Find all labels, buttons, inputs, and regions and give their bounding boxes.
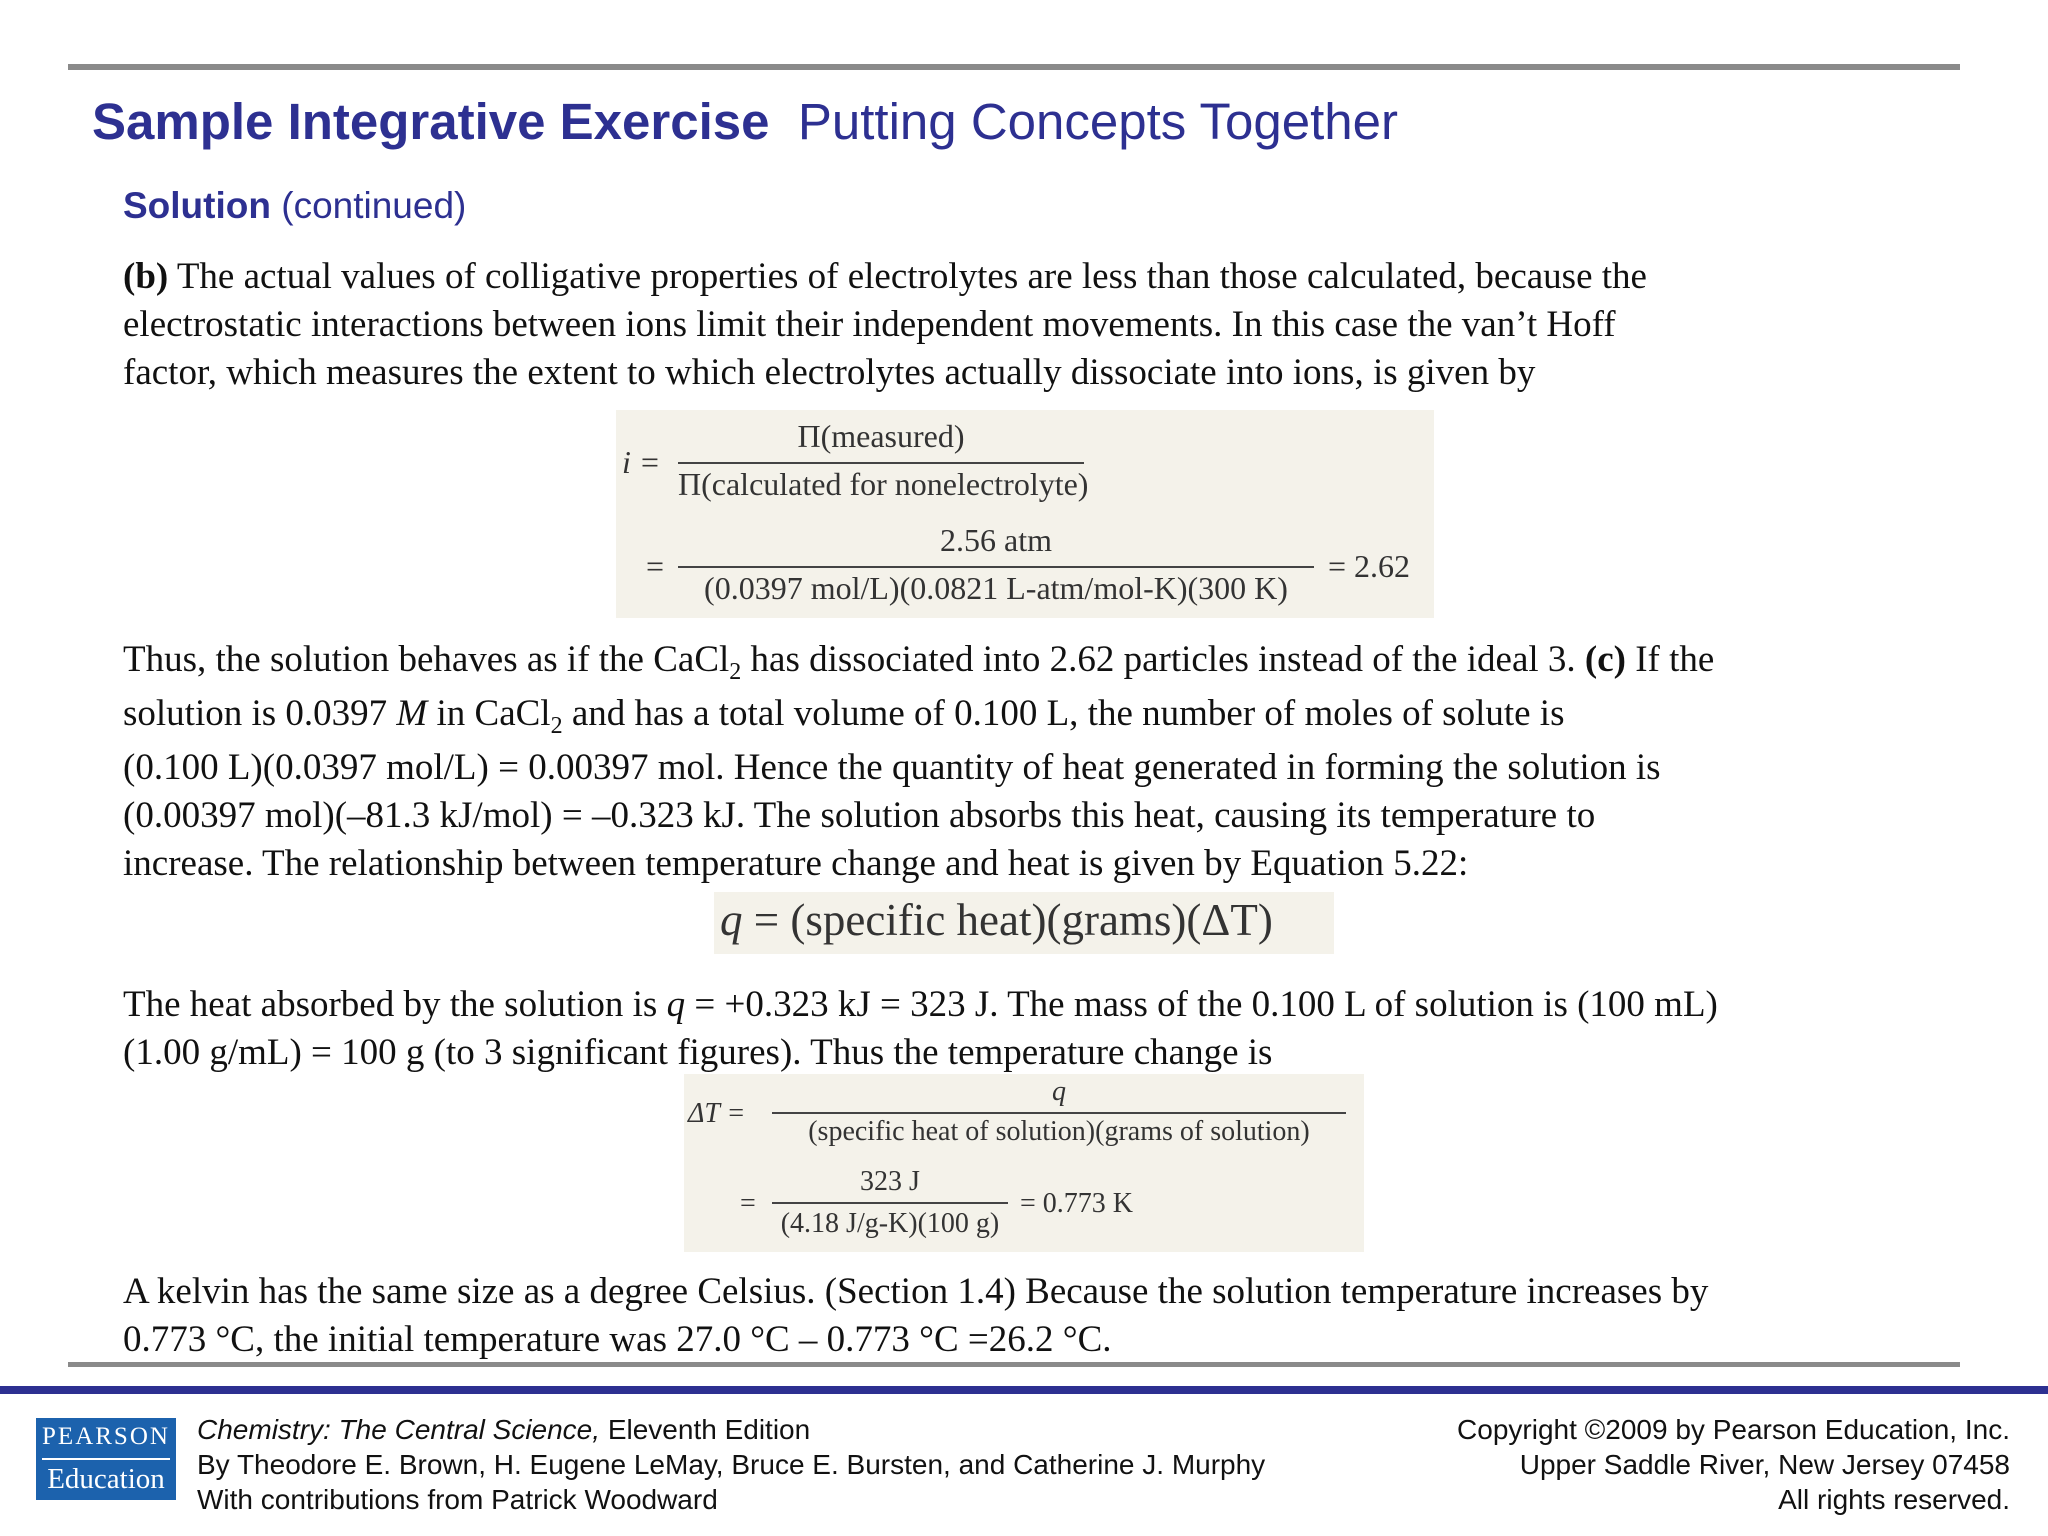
para-e-line-2: 0.773 °C, the initial temperature was 27.0 °C – 0.773 °C =26.2 °C. [123,1319,1112,1360]
para-e-line-1: A kelvin has the same size as a degree Celsius. (Section 1.4) Because the solution temperature increases by [123,1271,1709,1312]
footer-contributions: With contributions from Patrick Woodward [197,1484,718,1515]
para-b-text-1: The actual values of colligative properties of electrolytes are less than those calculated, because the [176,256,1647,297]
eq3-fraction-bar-1 [772,1112,1346,1114]
para-c-line-1 [123,636,1714,690]
pearson-education-logo [36,1418,176,1500]
subhead-rest: (continued) [281,185,467,226]
slide-title [92,92,1398,151]
book-title: Chemistry: The Central Science, [197,1414,601,1445]
heat-equation-rest: = (specific heat)(grams)(ΔT) [753,895,1273,945]
eq1-denominator-1: Π(calculated for nonelectrolyte) [678,466,1089,502]
eq3-denominator-2: (4.18 J/g-K)(100 g) [780,1208,1000,1239]
eq1-fraction-bar-1 [678,462,1084,464]
logo-education-text: Education [47,1463,165,1495]
subhead-bold: Solution [123,185,271,226]
eq1-equals: = [646,548,665,584]
paragraph-d [123,981,1718,1077]
para-b-line-2: electrostatic interactions between ions limit their independent movements. In this case the van’t Hoff [123,304,1616,345]
temperature-change-equation [684,1074,1364,1252]
para-b-line-3: factor, which measures the extent to which electrolytes actually dissociate into ions, is given by [123,352,1536,393]
para-c-line-4: (0.00397 mol)(–81.3 kJ/mol) = –0.323 kJ. The solution absorbs this heat, causing its temperature to [123,795,1596,836]
address-line: Upper Saddle River, New Jersey 07458 [1519,1449,2010,1480]
copyright-line: Copyright ©2009 by Pearson Education, Inc. [1457,1414,2010,1445]
para-d-text-1b: = +0.323 kJ = 323 J. The mass of the 0.100 L of solution is (100 mL) [694,984,1718,1025]
eq3-numerator-1: q [1052,1076,1066,1107]
para-d-text-1a: The heat absorbed by the solution is [123,984,658,1025]
footer-copyright [1457,1412,2010,1517]
heat-symbol: q [720,895,743,945]
paragraph-e [123,1268,1708,1364]
para-c-line-3: (0.100 L)(0.0397 mol/L) = 0.00397 mol. Hence the quantity of heat generated in forming the solution is [123,747,1661,788]
footer-authors: By Theodore E. Brown, H. Eugene LeMay, Bruce E. Bursten, and Catherine J. Murphy [197,1449,1266,1480]
book-edition: Eleventh Edition [607,1414,811,1445]
logo-divider [42,1458,170,1460]
part-b-label: (b) [123,256,169,297]
para-d-line-1 [123,981,1718,1029]
eq3-denominator-1: (specific heat of solution)(grams of solution) [808,1116,1310,1147]
title-rest: Putting Concepts Together [797,93,1398,150]
paragraph-c [123,636,1714,888]
para-c-text-1b: has dissociated into 2.62 particles instead of the ideal 3. [750,639,1576,680]
vant-hoff-equation [616,410,1434,618]
para-c-line-2 [123,690,1714,744]
eq1-fraction-bar-2 [678,566,1314,568]
logo-pearson-text: PEARSON [42,1423,170,1450]
para-b-line-1 [123,253,1647,301]
para-c-text-1c: If the [1635,639,1715,680]
cacl2-subscript-2: 2 [550,713,563,739]
para-c-text-2c: and has a total volume of 0.100 L, the number of moles of solute is [571,693,1565,734]
footer-title-line [197,1412,1265,1447]
molarity-symbol: M [396,693,428,734]
paragraph-b [123,253,1647,397]
para-c-text-2a: solution is 0.0397 [123,693,388,734]
rights-line: All rights reserved. [1778,1484,2010,1515]
eq1-result: = 2.62 [1328,548,1411,584]
eq3-lhs: ΔT = [688,1098,746,1129]
eq3-fraction-bar-2 [772,1202,1008,1204]
heat-equation [714,892,1334,954]
heat-equation-text [720,894,1273,946]
part-c-label: (c) [1584,639,1626,680]
eq1-numerator-2: 2.56 atm [940,522,1052,558]
para-c-line-5: increase. The relationship between temperature change and heat is given by Equation 5.22: [123,843,1469,884]
para-c-text-1a: Thus, the solution behaves as if the CaCl [123,639,730,680]
eq3-equals: = [740,1188,756,1219]
eq3-result: = 0.773 K [1020,1188,1134,1219]
top-rule [68,64,1960,70]
eq1-denominator-2: (0.0397 mol/L)(0.0821 L-atm/mol-K)(300 K) [704,570,1288,606]
para-c-text-2b: in CaCl [436,693,551,734]
title-bold: Sample Integrative Exercise [92,93,770,150]
cacl2-subscript: 2 [729,659,742,685]
eq1-numerator-1: Π(measured) [797,418,965,454]
eq3-numerator-2: 323 J [860,1166,920,1197]
bottom-rule [68,1362,1960,1367]
footer-book-info [197,1412,1265,1517]
eq1-lhs: i = [622,444,661,480]
footer-rule [0,1386,2048,1394]
solution-subhead [123,185,466,227]
para-d-line-2: (1.00 g/mL) = 100 g (to 3 significant figures). Thus the temperature change is [123,1032,1273,1073]
heat-symbol-inline: q [666,984,686,1025]
